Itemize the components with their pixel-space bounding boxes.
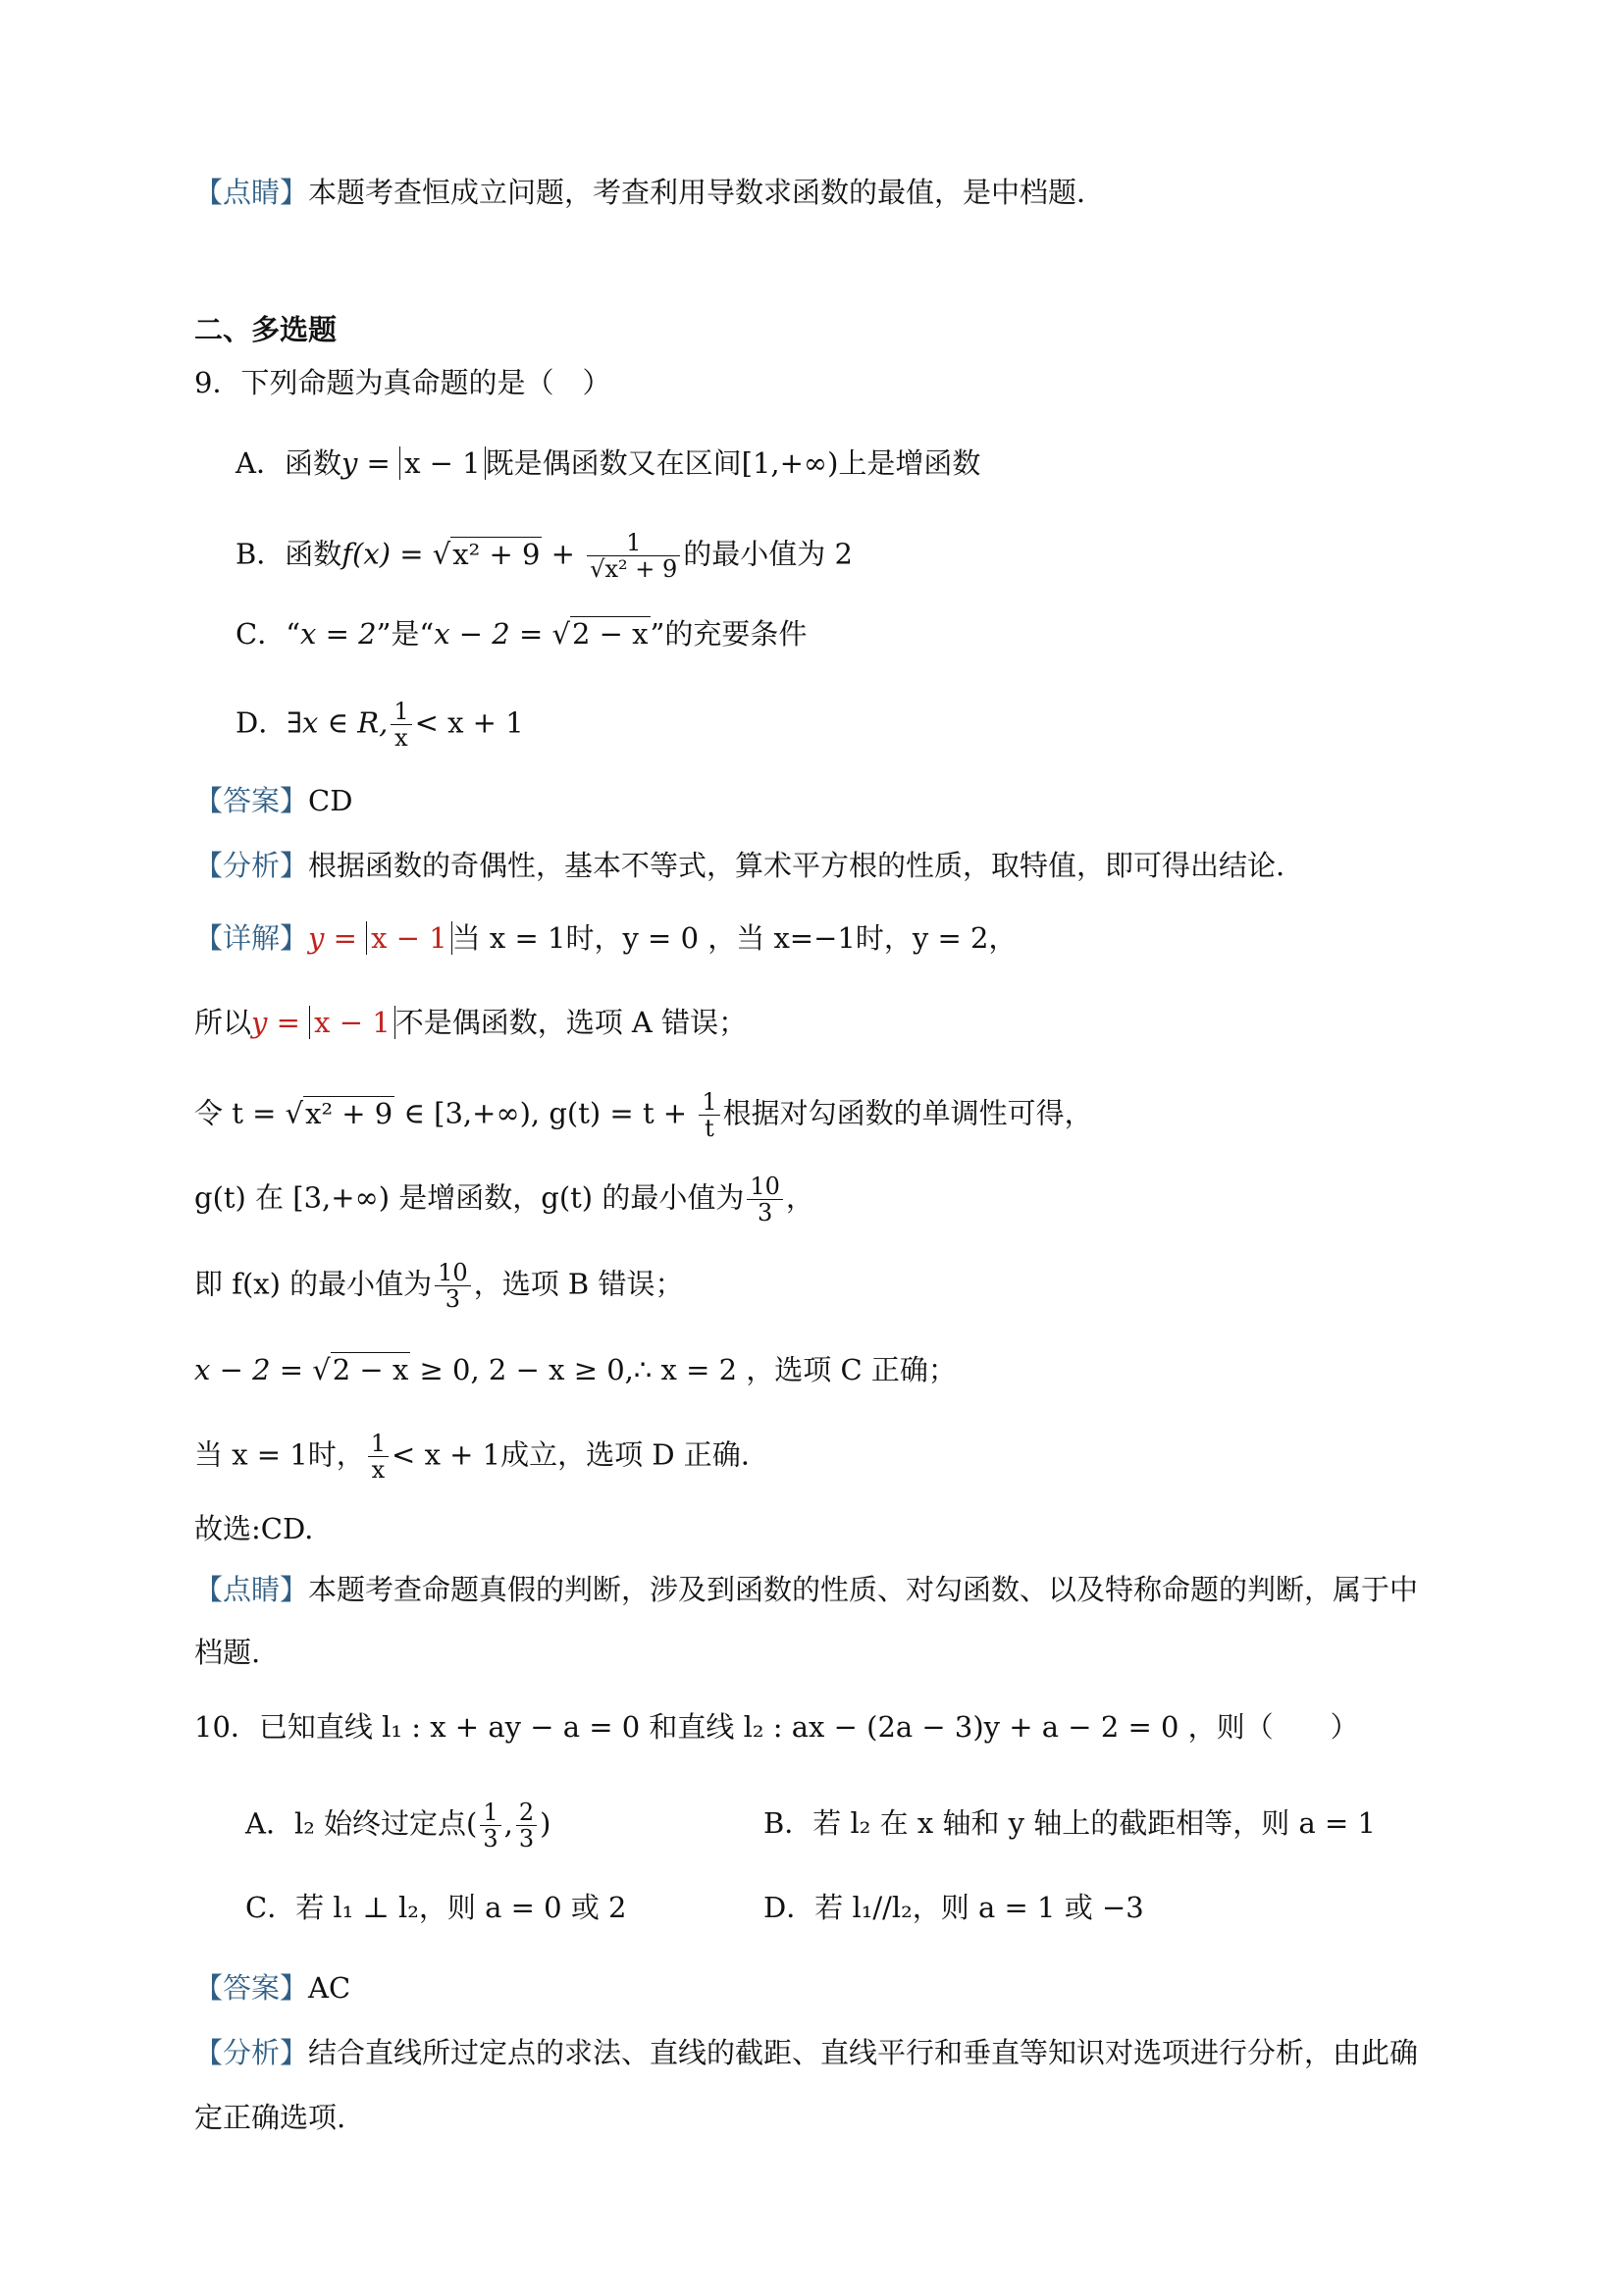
q9-detail-line-4: g(t) 在 [3,+∞) 是增函数，g(t) 的最小值为 $\frac{10}{3}$ ， [194,1173,814,1226]
q9-detail-line-2: 所以y = x − 1 不是偶函数，选项 A 错误； [194,1006,748,1039]
q9-detail-line-5: 即 f(x) 的最小值为 $\frac{10}{3}$ ，选项 B 错误； [194,1259,684,1313]
q9-option-d: D．∃x ∈ R, $\frac{1}{x}$ < x + 1 [236,698,524,752]
q9-stem: 9．下列命题为真命题的是（ ） [194,366,611,399]
q9-answer: 【答案】CD [194,784,353,817]
q10-option-b: B．若 l₂ 在 x 轴和 y 轴上的截距相等，则 a = 1 [763,1806,1376,1840]
q9-detail-line-3: 令 t = √x² + 9 ∈ [3,+∞), g(t) = t + $\frac{1}{t}$ 根据对勾函数的单调性可得， [194,1088,1093,1142]
q9-option-c: C．“x = 2”是“x − 2 = √2 − x”的充要条件 [236,617,808,651]
q10-analysis: 【分析】结合直线所过定点的求法、直线的截距、直线平行和垂直等知识对选项进行分析，由此确 [194,2036,1419,2069]
q9-option-a: A．函数y = x − 1 既是偶函数又在区间[1,+∞)上是增函数 [236,446,981,480]
q9-detail-line-6: x − 2 = √2 − x ≥ 0, 2 − x ≥ 0,∴ x = 2 ，选项 C 正确； [194,1353,957,1386]
q9-detail-line-1: 【详解】y = x − 1 当 x = 1时，y = 0 ，当 x=−1时，y = 2， [194,921,1018,955]
q9-dianjing-cont: 档题. [194,1636,261,1669]
q9-option-b: B．函数f(x) = √x² + 9 + $\frac{1}{\text{√x² + 9}}$ 的最小值为 2 [236,529,853,583]
dianjing-tag: 【点睛】 [194,176,309,209]
q10-analysis-cont: 定正确选项. [194,2101,346,2134]
section-title: 二、多选题 [194,313,338,346]
q10-answer: 【答案】AC [194,1971,351,2005]
q9-detail-line-7: 当 x = 1时， $\frac{1}{x}$ < x + 1成立，选项 D 正确. [194,1430,751,1484]
dianjing-paragraph [194,173,1105,212]
q10-option-c: C．若 l₁ ⊥ l₂，则 a = 0 或 2 [245,1891,627,1924]
q10-option-a: A．l₂ 始终过定点( $\frac{1}{3}$ , $\frac{2}{3}$ ) [245,1799,551,1852]
q10-option-d: D．若 l₁//l₂，则 a = 1 或 −3 [763,1891,1144,1924]
dianjing-text: 本题考查恒成立问题，考查利用导数求函数的最值，是中档题． [308,176,1106,209]
q9-b-fraction: $\frac{1}{\text{√x² + 9}}$ [587,530,680,582]
q9-conclusion: 故选:CD. [194,1512,314,1545]
q9-analysis: 【分析】根据函数的奇偶性，基本不等式，算术平方根的性质，取特值，即可得出结论. [194,849,1285,882]
q10-stem: 10．已知直线 l₁ : x + ay − a = 0 和直线 l₂ : ax − (2a − 3)y + a − 2 = 0 ，则（ ） [194,1710,1359,1744]
q9-dianjing: 【点睛】本题考查命题真假的判断，涉及到函数的性质、对勾函数、以及特称命题的判断，属于中 [194,1573,1419,1606]
